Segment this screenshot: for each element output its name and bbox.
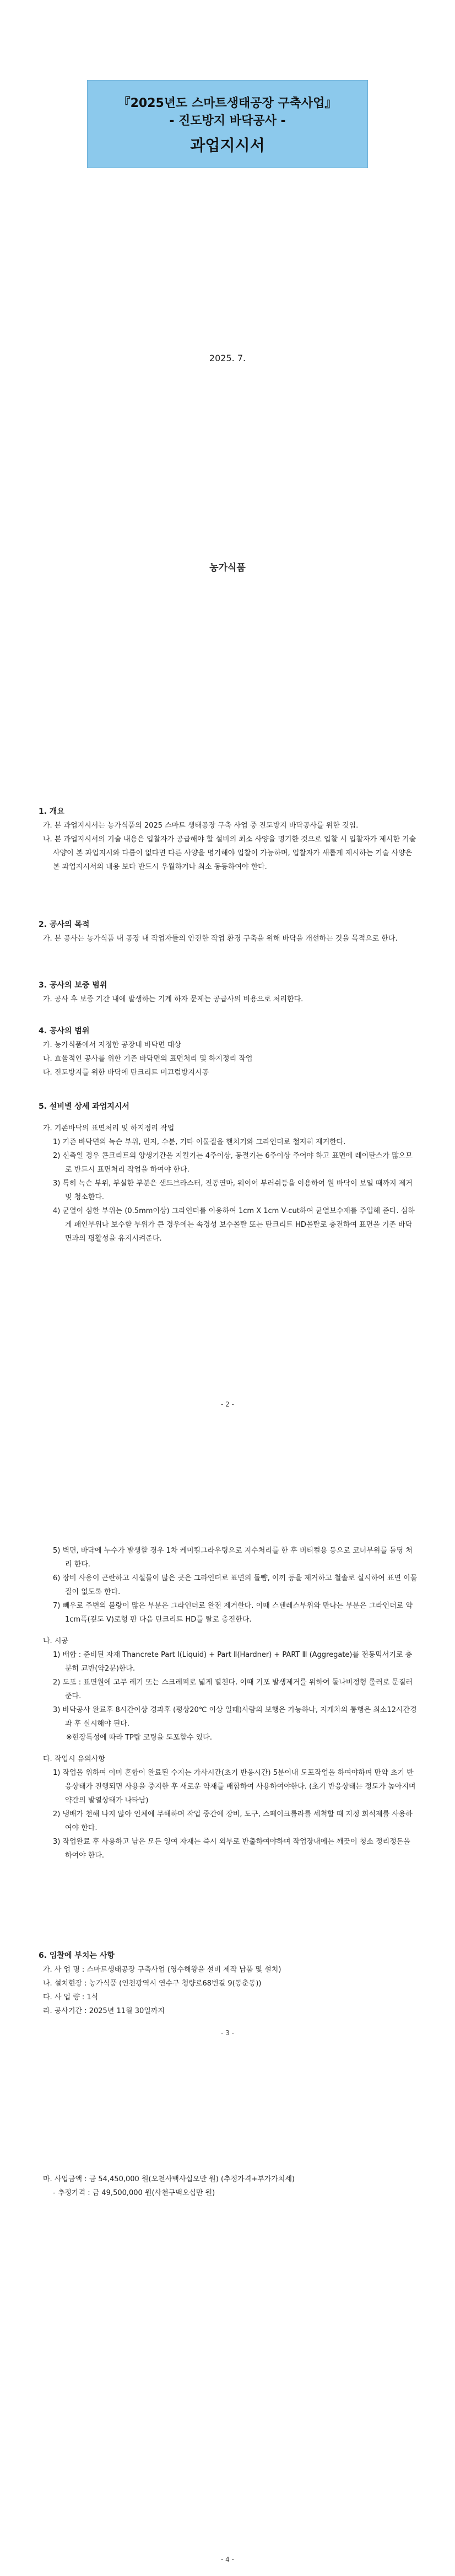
section-heading: 1. 개요 xyxy=(39,807,64,816)
list-item: 6) 장비 사용이 곤란하고 시설물이 많은 곳은 그라인더로 표면의 돌뺨, 이끼 등을 제거하고 철솔로 실시하여 표면 이물질이 없도록 한다. xyxy=(53,1574,418,1596)
section-5-details xyxy=(39,1100,419,1246)
document-date: 2025. 7. xyxy=(209,353,246,363)
paragraph: 나. 설치현장 : 농가식품 (인천광역시 연수구 청량로68번길 9(동춘동)) xyxy=(43,1979,262,1988)
list-item: 1) 기존 바닥면의 녹슨 부위, 먼지, 수분, 기타 이물질을 핸치기와 그라인더로 철저히 제거한다. xyxy=(53,1138,346,1146)
paragraph: 마. 사업금액 : 금 54,450,000 원(오천사백사십오만 원) (추정가격+부가가치세) xyxy=(43,2175,295,2183)
paragraph: 라. 공사기간 : 2025년 11월 30일까지 xyxy=(43,2007,165,2015)
note: ※현장특성에 따라 TP탑 코팅을 도포할수 있다. xyxy=(66,1734,212,1742)
section-6-bidding xyxy=(39,1949,419,2018)
list-item: 7) 빼우로 주변의 불량이 많은 부분은 그라인더로 완전 제거한다. 이때 스텐레스부위와 만나는 부분은 그라인더로 약1cm폭(깊도 V)로형 판 다음 탄크리트 HD를 탈로 충진한다. xyxy=(53,1602,413,1624)
paragraph: 다. 진도방지를 위한 바닥에 탄크리트 미끄럼방지시공 xyxy=(43,1069,209,1077)
list-item: 3) 작업완료 후 사용하고 남은 모든 잉여 자재는 즉시 외부로 반출하여야하며 작업장내에는 깨끗이 청소 정리정돈을 하여야 한다. xyxy=(53,1838,410,1860)
paragraph: 나. 본 과업지시서의 기술 내용은 입찰자가 공급해야 할 설비의 최소 사양을 명기한 것으로 입찰 시 입찰자가 제시한 기술 사양이 본 과업지시와 다름이 없다면 다른 사양을 명기해야 입찰이 가능하며, 입찰자가 새롭게 제시하는 기술 사양은 본 과업지시서의 내용 보다 반드시 우월하거나 최소 동등하여야 한다. xyxy=(43,835,416,871)
section-5-continued xyxy=(39,1544,419,1863)
list-item: 1) 작업을 위하여 이미 혼합이 완료된 수지는 가사시간(초기 반응시간) 5분이내 도포작업을 하여야하며 만약 초기 반응상태가 진행되면 사용을 중지한 후 새로운 약재를 배합하여 사용하여야한다. (초기 반응상태는 정도가 높아지며 약간의 발열상태가 나타남) xyxy=(53,1769,416,1805)
title-box xyxy=(87,80,368,168)
section-heading: 5. 설비별 상세 과업지시서 xyxy=(39,1102,129,1111)
paragraph: 다. 사 업 량 : 1식 xyxy=(43,1993,99,2001)
page-number: - 2 - xyxy=(221,1400,234,1408)
section-3-warranty xyxy=(39,979,419,1006)
list-item: 2) 신축일 경우 콘크리트의 양생기간을 지킬기는 4주이상, 동절기는 6주이상 주어야 하고 표면에 레이탄스가 많으므로 반드시 표면처리 작업을 하여야 한다. xyxy=(53,1152,413,1174)
title-line-2: - 진도방지 바닥공사 - xyxy=(169,114,286,128)
cover-page xyxy=(0,0,455,642)
list-item: 1) 배합 : 준비된 자재 Thancrete Part Ⅰ(Liquid) + Part Ⅱ(Hardner) + PART Ⅲ (Aggregate)를 전동믹서기로 충분히 교반(약2분)한다. xyxy=(53,1651,413,1673)
section-heading: 3. 공사의 보증 범위 xyxy=(39,981,107,990)
paragraph: 나. 효율적인 공사를 위한 기존 바닥면의 표면처리 및 하지정리 작업 xyxy=(43,1055,253,1063)
subsection-heading: 나. 시공 xyxy=(43,1637,68,1645)
list-item: 2) 냉배가 천해 나지 않아 인체에 무해하며 작업 중간에 장비, 도구, 스페이크롤라를 세척할 때 지정 희석제를 사용하여야 한다. xyxy=(53,1810,413,1832)
list-item: 5) 벽면, 바닥에 누수가 발생할 경우 1차 케미킬그라우팅으로 지수처리를 한 후 버티컬용 등으로 코너부위를 돌딩 처리 한다. xyxy=(53,1547,413,1569)
paragraph: 가. 본 공사는 농가식품 내 공장 내 작업자들의 안전한 작업 환경 구축을 위해 바닥을 개선하는 것을 목적으로 한다. xyxy=(43,935,398,943)
section-heading: 4. 공사의 범위 xyxy=(39,1027,90,1035)
list-item: 3) 바닥공사 완료후 8시간이상 경과후 (평상20℃ 이상 일때)사람의 보행은 가능하나, 지게차의 통행은 최소12시간경과 후 실시해야 된다. xyxy=(53,1706,417,1728)
list-item: 3) 특히 녹슨 부위, 부실한 부분은 샌드브라스터, 진동연마, 워이어 부러쉬등을 이용하여 원 바닥이 보일 때까지 제거 및 청소한다. xyxy=(53,1179,413,1201)
subsection-heading: 다. 작업시 유의사항 xyxy=(43,1755,105,1763)
paragraph: - 추정가격 : 금 49,500,000 원(사천구백오십만 원) xyxy=(53,2189,215,2197)
list-item: 2) 도포 : 표면원에 고무 레기 또는 스크레퍼로 넓게 펼친다. 이때 기포 발생제거를 위하여 돌나비정형 롤러로 문질러준다. xyxy=(53,1678,413,1700)
section-heading: 6. 입찰에 부치는 사항 xyxy=(39,1951,115,1960)
page-number: - 4 - xyxy=(221,2556,234,2563)
section-6-continued xyxy=(39,2172,419,2200)
section-heading: 2. 공사의 목적 xyxy=(39,920,90,929)
paragraph: 가. 본 과업지시서는 농가식품의 2025 스마트 생태공장 구축 사업 중 진도방지 바닥공사를 위한 것임. xyxy=(43,822,359,830)
paragraph: 가. 사 업 명 : 스마트생태공장 구축사업 (영수해왕을 설비 제작 납품 및 설치) xyxy=(43,1966,281,1974)
section-2-purpose xyxy=(39,918,419,946)
section-4-scope xyxy=(39,1024,419,1080)
list-item: 4) 균열이 심한 부위는 (0.5mm이상) 그라인더를 이용하여 1cm X 1cm V-cut하여 균열보수재를 주입해 준다. 심하게 패인부위나 보수할 부위가 큰 경우에는 속경성 보수몰탈 또는 탄크리트 HD몰탈로 충전하여 표면을 기존 바닥 면과의 평활성을 유지시켜준다. xyxy=(53,1207,415,1243)
paragraph: 가. 농가식품에서 지정한 공장내 바닥면 대상 xyxy=(43,1041,181,1049)
page-number: - 3 - xyxy=(221,2029,234,2037)
paragraph: 가. 공사 후 보증 기간 내에 발생하는 기계 하자 문제는 공급사의 비용으로 처리한다. xyxy=(43,995,304,1003)
section-1-overview xyxy=(39,805,419,874)
company-name: 농가식품 xyxy=(209,562,246,573)
document-title: 과업지시서 xyxy=(190,136,265,154)
subsection-heading: 가. 기존바닥의 표면처리 및 하지정리 작업 xyxy=(43,1124,175,1133)
title-line-1: 『2025년도 스마트생태공장 구축사업』 xyxy=(118,96,337,110)
